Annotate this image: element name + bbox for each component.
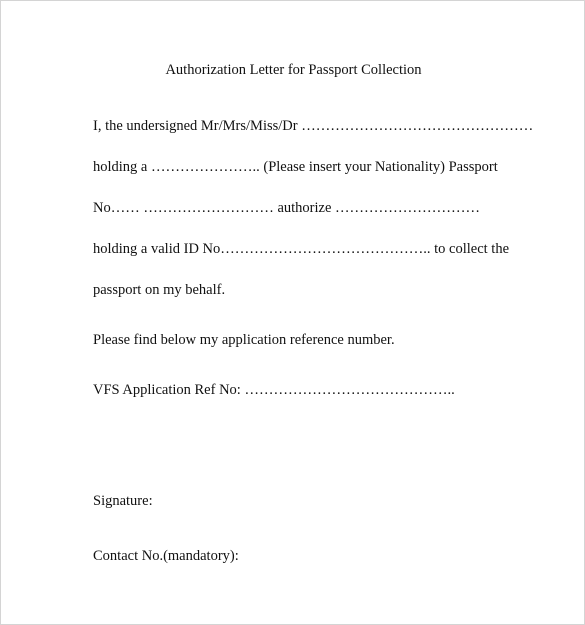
signature-line: Signature:	[93, 493, 153, 509]
document-title: Authorization Letter for Passport Collection	[165, 62, 422, 78]
behalf-line: passport on my behalf.	[93, 282, 226, 298]
passport-authorize-line: No…… ……………………… authorize …………………………	[93, 200, 481, 216]
undersigned-line: I, the undersigned Mr/Mrs/Miss/Dr …………………………………………	[93, 118, 534, 134]
reference-intro-line: Please find below my application reference number.	[93, 332, 395, 348]
vfs-reference-line: VFS Application Ref No: ……………………………………..	[93, 382, 455, 398]
contact-number-line: Contact No.(mandatory):	[93, 548, 239, 564]
valid-id-line: holding a valid ID No…………………………………….. to collect the	[93, 241, 510, 257]
nationality-line: holding a ………………….. (Please insert your Nationality) Passport	[93, 159, 498, 175]
